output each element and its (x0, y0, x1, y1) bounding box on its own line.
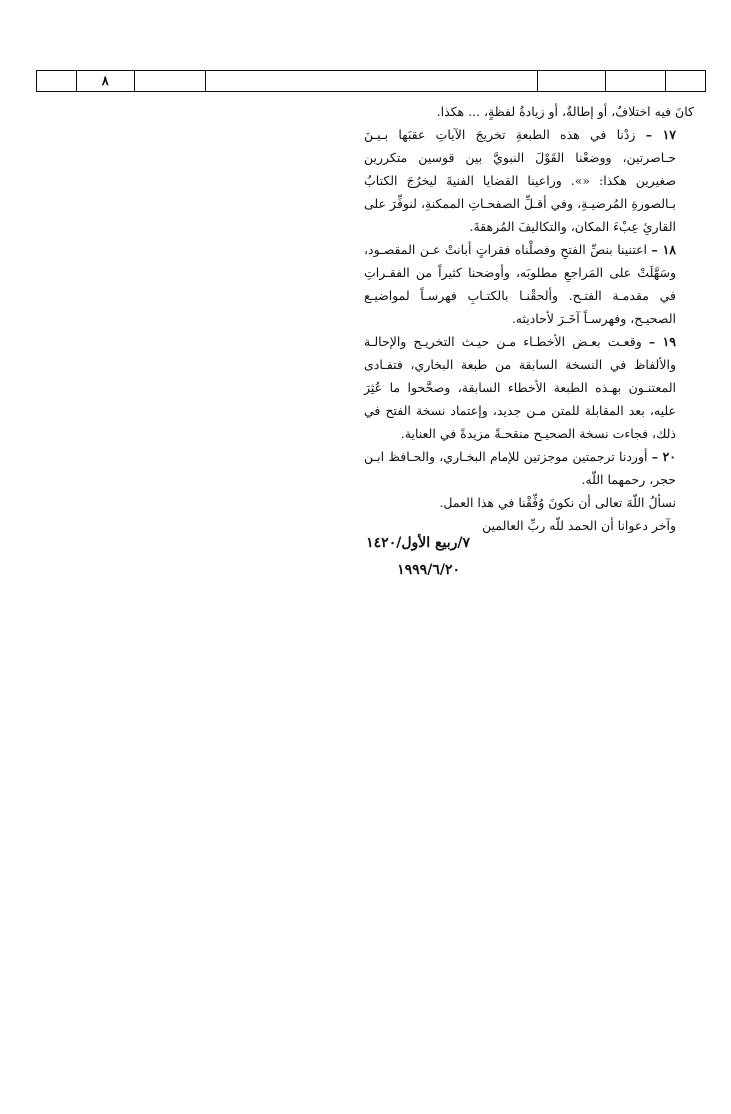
paragraph-text: وقعـت بعـض الأخطـاء مـن حيـث التخريـج والإحالـة والألفاظ في النسخة السابقة من طبعة البخاري، فتفـادى المعتنـون بهـذه الطبعة الأخطاء السابقة، وصحَّحوا ما عُثِرَ عليه، بعد المقابلة للمتن مـن جديد، وإعتماد نسخة الفتح في ذلك، فجاءت نسخة الصحيـح منقحـةً مزيدةً في العناية. (364, 334, 676, 441)
paragraph (364, 100, 694, 123)
header-cell (606, 71, 666, 91)
paragraph-text: وآخر دعوانا أن الحمد للّه ربِّ العالمين (482, 518, 676, 533)
page-number: ٨ (77, 71, 135, 91)
paragraph (364, 330, 694, 445)
header-cell (135, 71, 207, 91)
paragraph (364, 123, 694, 238)
date-block (345, 530, 470, 584)
item-number: ١٨ – (651, 242, 676, 257)
gregorian-date: ١٩٩٩/٦/٢٠ (397, 562, 460, 578)
paragraph (364, 445, 694, 491)
body-text (364, 100, 694, 537)
paragraph-text: زدْنا في هذه الطبعةِ تخريجَ الآياتِ عقبَها بـيـنَ حـاصرتين، ووضعْنا القَوْلَ النبويَّ بين قوسين متكررين صغيرين هكذا: «». وراعينا القضايا الفنيةَ ليخرُجَ الكتابُ بـالصورةِ المُرضيـةِ، وفي أقـلِّ الصفحـاتِ الممكنةِ، لنوفِّرَ على القارئِ عِبْءَ المكان، والتكاليفَ المُرهقةَ. (364, 127, 676, 234)
header-cell (37, 71, 77, 91)
header-cell (206, 71, 538, 91)
item-number: ٢٠ – (651, 449, 676, 464)
header-cell (666, 71, 705, 91)
paragraph (364, 238, 694, 330)
paragraph-text: نسألُ اللّهَ تعالى أن نكونَ وُفِّقْنا في هذا العمل. (439, 495, 676, 510)
page-header-table (36, 70, 706, 92)
item-number: ١٧ – (645, 127, 676, 142)
closing-prayer (364, 491, 694, 514)
item-number: ١٩ – (648, 334, 677, 349)
header-cell (538, 71, 606, 91)
hijri-date: ٧/ربيع الأول/١٤٢٠ (366, 535, 470, 551)
paragraph-text: أوردنا ترجمتين موجزتين للإمام البخـاري، والحـافظ ابـن حجر، رحمهما اللّه. (364, 449, 676, 487)
paragraph-text: اعتنينا بنصِّ الفتحِ وفصلْناه فقراتٍ أبانتْ عـن المقصـود، وسَهَّلَتْ على المَراجعِ مطلوبَه، وأوضحنا كثيراً من الفقـراتِ في مقدمـة الفتـح. وألحقْنـا بالكتـابِ فهرسـاً لمواضيـع الصحيـح، وفهرسـاً آخَـرَ لأحاديثه. (364, 242, 676, 326)
paragraph-text: كانَ فيه اختلافٌ، أو إطالةٌ، أو زيادةُ لفظةٍ، ... هكذا. (436, 104, 694, 119)
